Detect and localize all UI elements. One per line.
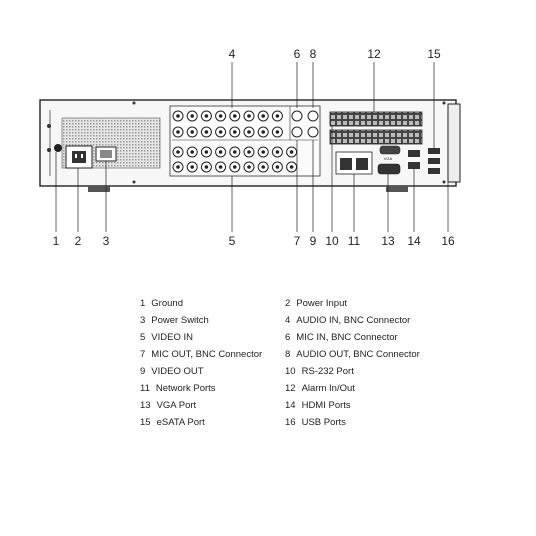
bnc-connector-pin [190, 165, 194, 169]
callout-bottom-16: 16 [441, 234, 455, 248]
callout-bottom-13: 13 [381, 234, 395, 248]
legend-item: 9 VIDEO OUT [140, 366, 204, 377]
bnc-connector-pin [176, 165, 180, 169]
bnc-connector-pin [205, 150, 209, 154]
bnc-connector-pin [219, 150, 223, 154]
bnc-connector-pin [176, 114, 180, 118]
bnc-connector-pin [176, 130, 180, 134]
legend-item: 4 AUDIO IN, BNC Connector [285, 315, 411, 326]
legend-item: 10 RS-232 Port [285, 366, 354, 377]
legend-item: 11 Network Ports [140, 383, 216, 394]
legend-item: 8 AUDIO OUT, BNC Connector [285, 349, 420, 360]
bnc-connector [308, 111, 318, 121]
esata-port [428, 148, 440, 154]
bnc-connector-pin [176, 150, 180, 154]
callout-bottom-9: 9 [309, 234, 317, 248]
bnc-connector-pin [205, 114, 209, 118]
callout-top-15: 15 [427, 47, 441, 61]
legend-item: 6 MIC IN, BNC Connector [285, 332, 398, 343]
callout-bottom-3: 3 [102, 234, 110, 248]
bnc-connector-pin [205, 165, 209, 169]
callout-bottom-2: 2 [74, 234, 82, 248]
legend-item: 13 VGA Port [140, 400, 197, 411]
bnc-connector-pin [276, 114, 280, 118]
bnc-connector-pin [247, 165, 251, 169]
callout-bottom-1: 1 [52, 234, 60, 248]
vga-port-label: VGA [383, 156, 393, 161]
callout-bottom-14: 14 [407, 234, 421, 248]
bnc-connector-pin [219, 114, 223, 118]
power-switch [96, 147, 116, 161]
bnc-connector [292, 127, 302, 137]
bnc-connector-pin [261, 150, 265, 154]
bnc-connector-pin [276, 130, 280, 134]
bnc-connector-pin [290, 165, 294, 169]
bnc-connector-pin [205, 130, 209, 134]
bnc-connector-bank [170, 106, 320, 176]
bnc-connector-pin [233, 130, 237, 134]
bnc-connector-pin [190, 150, 194, 154]
bnc-connector-pin [276, 165, 280, 169]
legend-item: 1 Ground [140, 298, 183, 309]
bnc-connector [292, 111, 302, 121]
bnc-connector-pin [290, 150, 294, 154]
bnc-connector-pin [233, 165, 237, 169]
bnc-connector-pin [276, 150, 280, 154]
legend-item: 12 Alarm In/Out [285, 383, 355, 394]
ground-terminal [54, 144, 62, 152]
power-input-socket [66, 146, 92, 168]
bnc-connector-pin [247, 150, 251, 154]
bnc-connector-pin [261, 130, 265, 134]
bnc-connector-pin [219, 165, 223, 169]
legend-item: 5 VIDEO IN [140, 332, 193, 343]
callout-top-4: 4 [228, 47, 236, 61]
bnc-connector-pin [247, 130, 251, 134]
rs232-port [380, 146, 400, 154]
legend-item: 16 USB Ports [285, 417, 346, 428]
callout-bottom-7: 7 [293, 234, 301, 248]
bnc-connector-pin [261, 165, 265, 169]
network-ports [336, 152, 372, 174]
legend-item: 7 MIC OUT, BNC Connector [140, 349, 263, 360]
callout-top-8: 8 [309, 47, 317, 61]
bnc-connector-pin [261, 114, 265, 118]
callout-bottom-10: 10 [325, 234, 339, 248]
bnc-connector [308, 127, 318, 137]
bnc-connector-pin [190, 114, 194, 118]
legend-item: 15 eSATA Port [140, 417, 205, 428]
bnc-connector-pin [233, 150, 237, 154]
bnc-connector-pin [247, 114, 251, 118]
bnc-connector-pin [219, 130, 223, 134]
callout-bottom-5: 5 [228, 234, 236, 248]
legend-item: 14 HDMI Ports [285, 400, 351, 411]
callout-bottom-11: 11 [347, 234, 361, 248]
legend-item: 2 Power Input [285, 298, 347, 309]
callout-top-6: 6 [293, 47, 301, 61]
callout-top-12: 12 [367, 47, 381, 61]
bnc-connector-pin [233, 114, 237, 118]
legend-item: 3 Power Switch [140, 315, 209, 326]
bnc-connector-pin [190, 130, 194, 134]
